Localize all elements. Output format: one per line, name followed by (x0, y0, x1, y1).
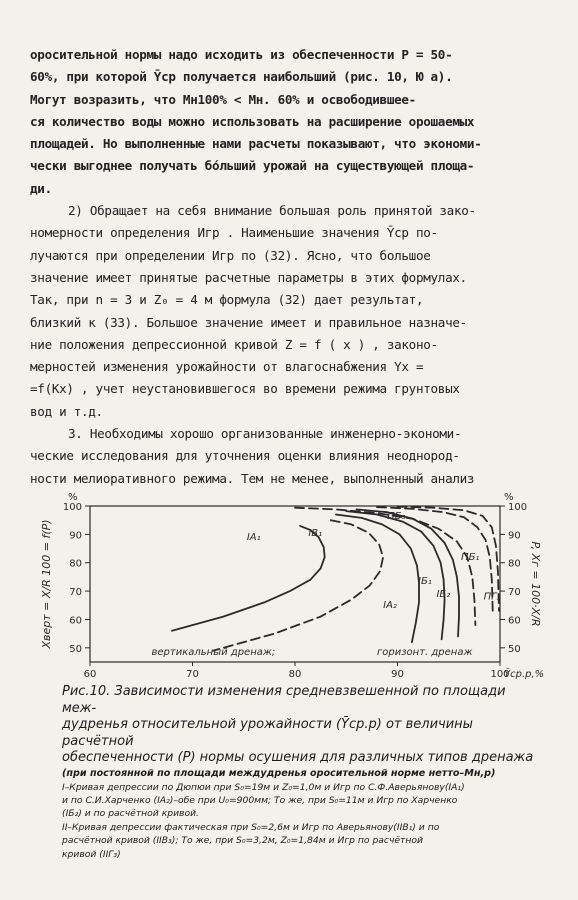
caption-item: и по С.И.Харченко (IА₂)–обе при U₀=900мм; То же, при S₀=11м и Игр по Харченко (62, 794, 458, 806)
y-axis-label-right: P, Xг = 100·X/R (529, 541, 542, 627)
text-line: ние положения депрессионной кривой Z = f ( x ) , законо- (30, 336, 438, 352)
text-line: значение имеет принятые расчетные параметры в этих формулах. (30, 269, 467, 285)
y-tick-label-right: 100 (508, 502, 528, 513)
y-tick-label-left: 100 (62, 502, 82, 513)
text-line: 2) Обращает на себя внимание большая роль принятой зако- (68, 203, 476, 219)
x-tick-label: 70 (186, 669, 199, 680)
text-line: ди. (30, 180, 52, 196)
x-tick-label: 80 (288, 669, 302, 680)
text-line: =f(Kx) , учет неустановившегося во времени режима грунтовых (30, 381, 460, 397)
y-unit-left: % (68, 492, 78, 503)
text-line: ся количество воды можно использовать на расширение орошаемых (30, 113, 475, 129)
caption-line: дудренья относительной урожайности (Ȳср.р) от величины расчётной (62, 717, 473, 749)
text-line: ческие исследования для уточнения оценки влияния неоднород- (30, 448, 460, 464)
chart-annotation: вертикальный дренаж; (151, 646, 276, 658)
text-line: Могут возразить, что Мн100% < Мн. 60% и освободившее- (30, 91, 416, 107)
x-tick-label: 90 (391, 669, 404, 680)
caption-line: обеспеченности (Р) нормы осушения для различных типов дренажа (62, 750, 534, 765)
paragraph-2 (30, 200, 550, 423)
text-line: лучаются при определении Игр по (32). Ясно, что большое (30, 247, 431, 263)
caption-legend (62, 781, 540, 861)
y-tick-label-right: 80 (508, 558, 521, 570)
chart-annotation: IA₁ (246, 532, 261, 544)
text-line: вод и т.д. (30, 403, 103, 419)
text-line: оросительной нормы надо исходить из обеспеченности P = 50- (30, 47, 453, 62)
y-tick-label-left: 80 (69, 558, 82, 570)
figure-10-chart (40, 484, 545, 684)
caption-title (62, 684, 540, 767)
y-tick-label-right: 50 (508, 643, 521, 655)
chart-annotation: ΠБ₁ (461, 551, 480, 563)
chart-annotation: горизонт. дренаж (377, 646, 473, 658)
text-line: 60%, при которой Ȳср получается наибольший (рис. 10, Ю а). (30, 69, 453, 85)
text-line: близкий к (33). Большое значение имеет и правильное назначе- (30, 314, 467, 330)
x-tick-label: 100 (490, 669, 510, 680)
y-tick-label-right: 70 (508, 587, 521, 599)
x-tick-label: 60 (83, 669, 97, 680)
text-line: мерностей изменения урожайности от влагоснабжения Yх = (30, 359, 424, 375)
y-tick-label-left: 50 (69, 643, 82, 655)
y-unit-right: % (504, 492, 514, 503)
series-line-3 (336, 515, 419, 643)
paragraph-3 (30, 423, 550, 490)
text-line: Так, при n = 3 и Z₀ = 4 м формула (32) дает результат, (30, 292, 424, 308)
y-tick-label-left: 70 (69, 587, 82, 599)
text-line: номерности определения Игр . Наименьшие значения Ȳср по- (30, 225, 438, 241)
x-axis-label: Ȳср.р,% (504, 669, 545, 680)
caption-item: кривой (IIГ₃) (62, 848, 121, 860)
paragraph-1 (30, 44, 550, 200)
chart-annotation: ΠΓ₃ (483, 591, 501, 603)
y-tick-label-left: 60 (69, 615, 82, 627)
chart-annotation: ΠБ₃ (387, 510, 406, 522)
y-tick-label-right: 60 (508, 615, 521, 627)
caption-item: (IБ₂) и по расчётной кривой. (62, 808, 199, 820)
body-text (30, 44, 550, 490)
text-line: ности мелиоративного режима. Тем не менее, выполненный анализ (30, 470, 475, 486)
chart-annotation: IB₁ (308, 527, 323, 539)
chart-annotation: IA₂ (383, 600, 397, 612)
chart-annotation: IБ₂ (436, 588, 451, 600)
caption-line: Рис.10. Зависимости изменения средневзвешенной по площади меж- (62, 684, 506, 716)
y-tick-label-left: 90 (69, 530, 82, 542)
caption-item: II–Кривая депрессии фактическая при S₀=2,6м и Игр по Аверьянову(IIВ₁) и по (62, 821, 440, 833)
caption-item: I–Кривая депрессии по Дюпюи при S₀=19м и Z₀=1,0м и Игр по С.Ф.Аверьянову(IА₁) (62, 781, 465, 793)
chart-annotation: IБ₁ (418, 576, 432, 587)
text-line: чески выгоднее получать бо́льший урожай на существующей площа- (30, 158, 475, 174)
figure-caption (62, 684, 540, 861)
series-line-2 (213, 520, 383, 651)
y-tick-label-right: 90 (508, 530, 521, 542)
text-line: площадей. Но выполненные нами расчеты показывают, что экономи- (30, 136, 482, 152)
caption-item: расчётной кривой (IIВ₃); То же, при S₀=3,2м, Z₀=1,84м и Игр по расчётной (62, 835, 424, 847)
y-axis-label-left: Xверт = X/R 100 = f(P) (40, 519, 53, 649)
caption-note: (при постоянной по площади междудренья оросительной норме нетто–Мн,р) (62, 767, 496, 779)
text-line: 3. Необходимы хорошо организованные инженерно-экономи- (68, 426, 462, 442)
